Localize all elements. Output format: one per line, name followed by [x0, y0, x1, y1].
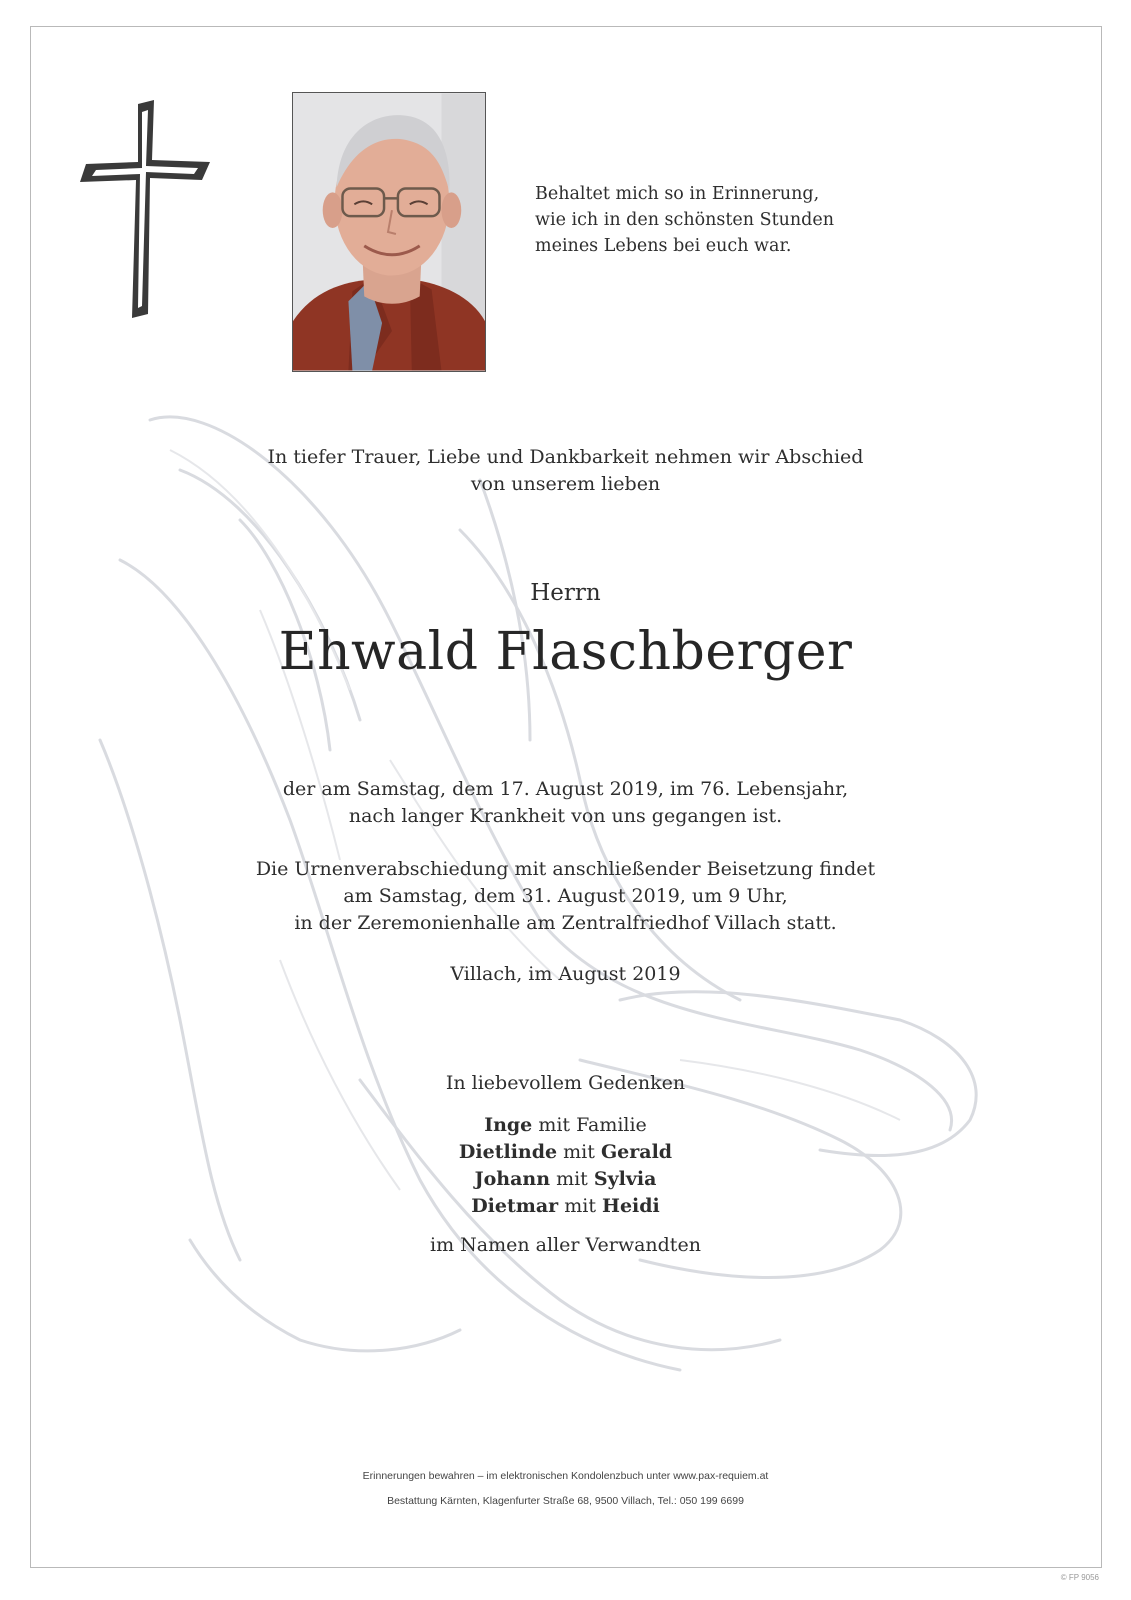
deceased-name: Ehwald Flaschberger [278, 622, 853, 682]
family-member [0, 1139, 1131, 1166]
quote-line: Behaltet mich so in Erinnerung, [535, 184, 820, 204]
family-connector: mit [538, 1114, 571, 1136]
template-code: © FP 9056 [1060, 1573, 1099, 1582]
family-member [0, 1193, 1131, 1220]
death-notice-line: der am Samstag, dem 17. August 2019, im 76. Lebensjahr, [282, 778, 849, 800]
memorial-quote [535, 181, 955, 259]
quote-line: meines Lebens bei euch war. [535, 236, 792, 256]
funeral-line: in der Zeremonienhalle am Zentralfriedhof Villach statt. [294, 912, 837, 934]
family-name: Dietmar [471, 1195, 559, 1217]
place-date: Villach, im August 2019 [450, 963, 681, 985]
intro-line: In tiefer Trauer, Liebe und Dankbarkeit nehmen wir Abschied [267, 446, 864, 468]
salutation: Herrn [530, 580, 601, 606]
mourners-heading: In liebevollem Gedenken [445, 1072, 686, 1094]
family-name: Dietlinde [458, 1141, 558, 1163]
death-notice-line: nach langer Krankheit von uns gegangen ist. [348, 805, 783, 827]
funeral-line: am Samstag, dem 31. August 2019, um 9 Uhr, [343, 885, 788, 907]
quote-line: wie ich in den schönsten Stunden [535, 210, 835, 230]
family-member [0, 1112, 1131, 1139]
portrait-photo [292, 92, 486, 372]
footer-condolence-link: Erinnerungen bewahren – im elektronischen Kondolenzbuch unter www.pax-requiem.at [362, 1470, 769, 1482]
family-list [0, 1112, 1131, 1220]
closing-line: im Namen aller Verwandten [430, 1234, 701, 1256]
footer-funeral-home: Bestattung Kärnten, Klagenfurter Straße 68, 9500 Villach, Tel.: 050 199 6699 [387, 1495, 744, 1507]
death-notice [0, 776, 1131, 830]
family-partner: Sylvia [593, 1168, 657, 1190]
funeral-line: Die Urnenverabschiedung mit anschließender Beisetzung findet [255, 858, 876, 880]
family-member [0, 1166, 1131, 1193]
family-partner: Familie [576, 1114, 647, 1136]
intro-line: von unserem lieben [470, 473, 661, 495]
family-partner: Gerald [600, 1141, 673, 1163]
funeral-details [0, 856, 1131, 937]
family-name: Inge [484, 1114, 533, 1136]
intro-text [0, 444, 1131, 498]
family-connector: mit [556, 1168, 588, 1190]
family-connector: mit [564, 1195, 596, 1217]
family-connector: mit [563, 1141, 595, 1163]
cross-icon [76, 100, 214, 322]
family-name: Johann [474, 1168, 551, 1190]
family-partner: Heidi [602, 1195, 660, 1217]
